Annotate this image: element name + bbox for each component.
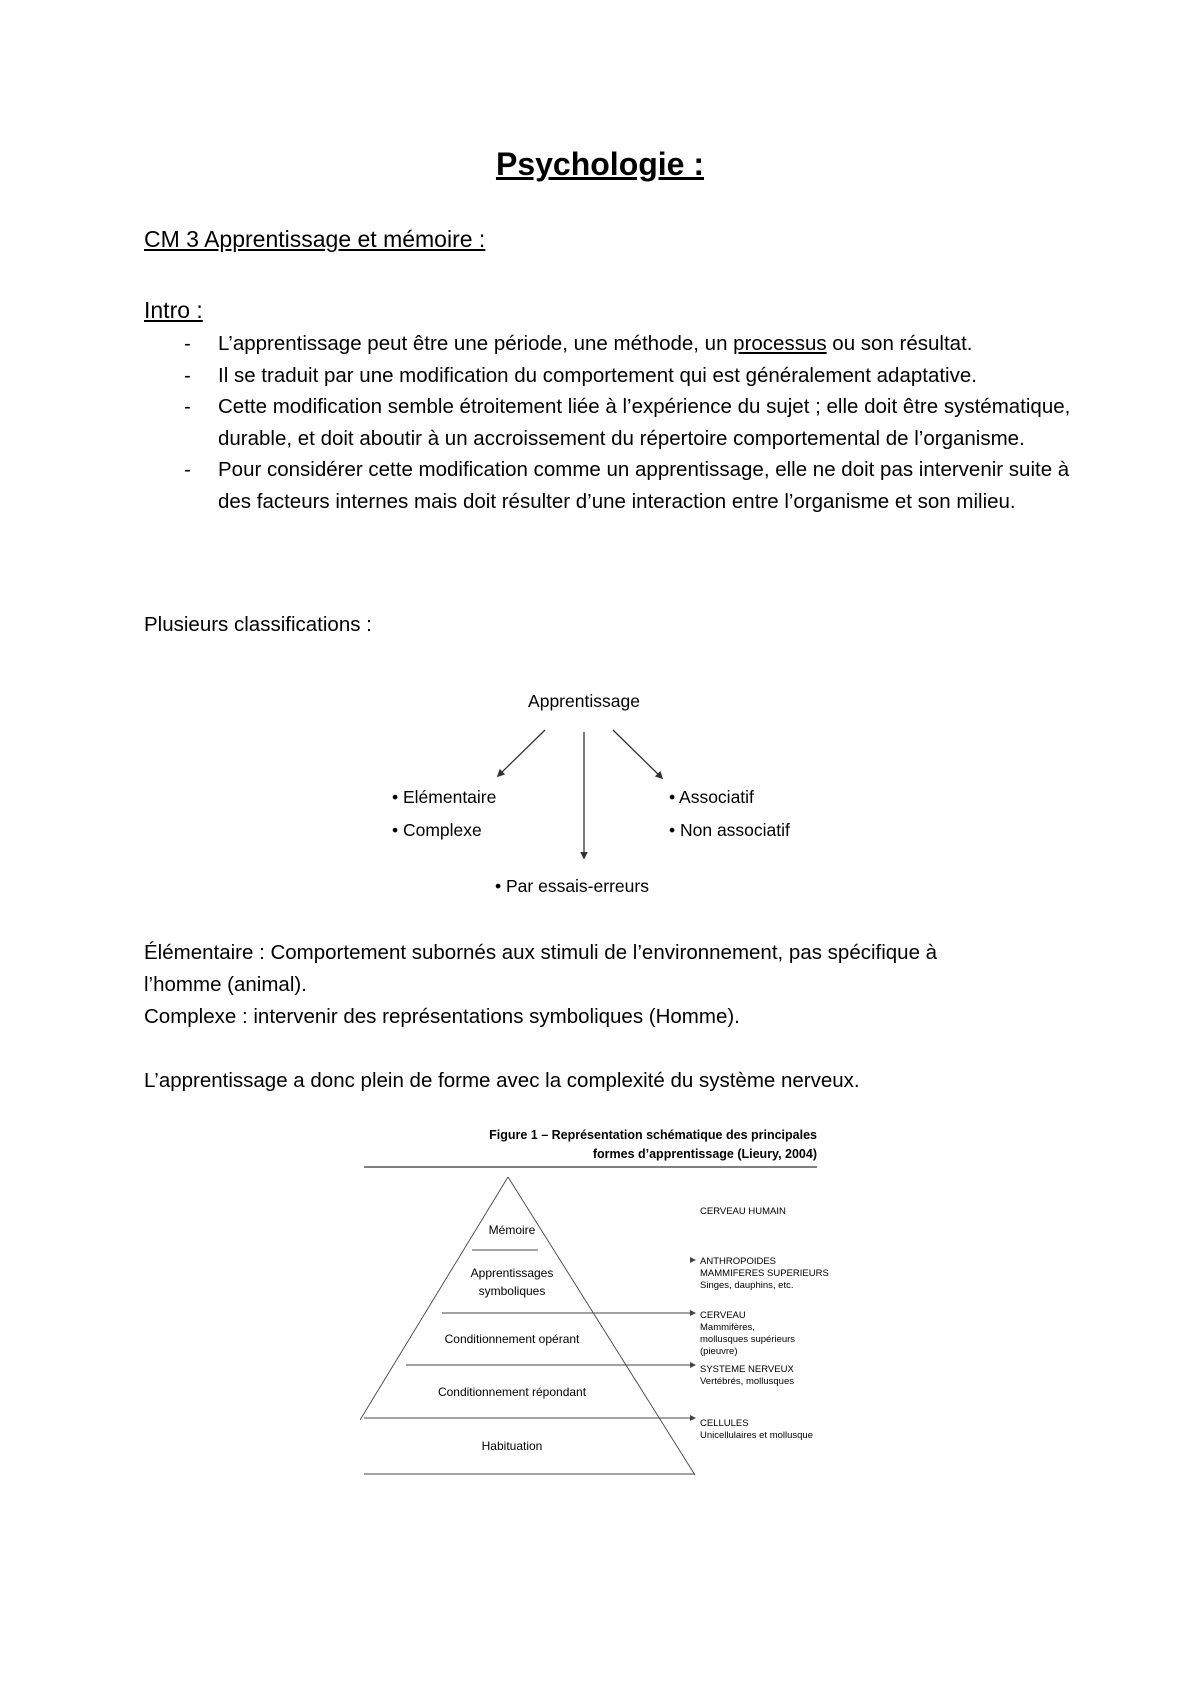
- underlined-word: processus: [733, 332, 827, 355]
- organism-label: CERVEAU HUMAIN: [700, 1206, 786, 1217]
- intro-item-text: Cette modification semble étroitement liée à l’expérience du sujet ; elle doit être systématique, durable, et doit aboutir à un accroissement du répertoire comportemental de l’organisme.: [218, 395, 1071, 450]
- diagram-right-item: • Associatif: [669, 787, 754, 807]
- intro-list: [144, 328, 1084, 517]
- pyramid-divider-arrowhead: [690, 1415, 696, 1421]
- diagram-left-item: • Complexe: [392, 820, 482, 840]
- definition-complexe: Complexe : intervenir des représentations symboliques (Homme).: [144, 1005, 740, 1028]
- pyramid-level-label: Apprentissages: [470, 1266, 554, 1280]
- classifications-heading: Plusieurs classifications :: [144, 613, 372, 636]
- course-title: CM 3 Apprentissage et mémoire :: [144, 226, 486, 252]
- intro-heading: Intro :: [144, 297, 203, 323]
- pyramid-divider-arrowhead: [690, 1362, 696, 1368]
- bullet-dash: -: [184, 395, 191, 418]
- classification-diagram: [380, 680, 820, 905]
- bullet-dash: -: [184, 332, 191, 355]
- organism-label: ANTHROPOIDES: [700, 1256, 777, 1267]
- pyramid-left-edge: [360, 1177, 508, 1420]
- pyramid-right-edge: [508, 1177, 695, 1475]
- organism-label: Vertébrés, mollusques: [700, 1376, 794, 1387]
- bullet-dash: -: [184, 363, 191, 387]
- organism-label: CERVEAU: [700, 1310, 746, 1321]
- intro-item-text: ou son résultat.: [826, 332, 973, 355]
- diagram-bottom-item: • Par essais-erreurs: [495, 876, 649, 896]
- bullet-dash: -: [184, 458, 191, 481]
- arrow-left: [498, 730, 545, 776]
- intro-item-text: L’apprentissage peut être une période, une méthode, un: [218, 332, 734, 355]
- conclusion: L’apprentissage a donc plein de forme avec la complexité du système nerveux.: [144, 1069, 860, 1092]
- organism-label: MAMMIFERES SUPERIEURS: [700, 1268, 829, 1279]
- diagram-left-item: • Elémentaire: [392, 787, 497, 807]
- intro-item-text: Pour considérer cette modification comme un apprentissage, elle ne doit pas intervenir suite à des facteurs internes mais doit résulter d’une interaction entre l’organisme et son milieu.: [218, 458, 1070, 513]
- intro-item: [144, 360, 1084, 392]
- pyramid-level-label: Conditionnement répondant: [437, 1385, 587, 1399]
- learning-pyramid-figure: [360, 1120, 860, 1480]
- organism-label: SYSTEME NERVEUX: [700, 1364, 794, 1375]
- pyramid-level-label: Mémoire: [488, 1223, 536, 1237]
- intro-item-text: Il se traduit par une modification du comportement qui est généralement adaptative.: [218, 363, 977, 387]
- intro-item: [144, 391, 1084, 454]
- definition-elementaire: Élémentaire : Comportement subornés aux stimuli de l’environnement, pas spécifique à: [144, 941, 938, 964]
- arrow-right: [613, 730, 662, 778]
- diagram-right-item: • Non associatif: [669, 820, 790, 840]
- pyramid-level-label: Conditionnement opérant: [444, 1332, 580, 1346]
- pyramid-level-label: symboliques: [478, 1284, 546, 1298]
- figure-title: Figure 1 – Représentation schématique des principales: [489, 1128, 817, 1142]
- intro-item: [144, 328, 1084, 360]
- intro-item: [144, 454, 1084, 517]
- diagram-root: Apprentissage: [528, 691, 640, 711]
- pyramid-level-label: Habituation: [481, 1439, 543, 1453]
- organism-label: Mammifères,: [700, 1322, 755, 1333]
- figure-title: formes d’apprentissage (Lieury, 2004): [592, 1147, 817, 1161]
- organism-label: mollusques supérieurs: [700, 1334, 796, 1345]
- organism-label: (pieuvre): [700, 1346, 738, 1357]
- pyramid-divider-arrowhead: [690, 1257, 696, 1263]
- organism-label: Unicellulaires et mollusque: [700, 1430, 813, 1441]
- organism-label: CELLULES: [700, 1418, 749, 1429]
- definition-elementaire-cont: l’homme (animal).: [144, 973, 307, 996]
- page-title: Psychologie :: [495, 146, 705, 182]
- pyramid-divider-arrowhead: [690, 1310, 696, 1316]
- organism-label: Singes, dauphins, etc.: [700, 1280, 794, 1291]
